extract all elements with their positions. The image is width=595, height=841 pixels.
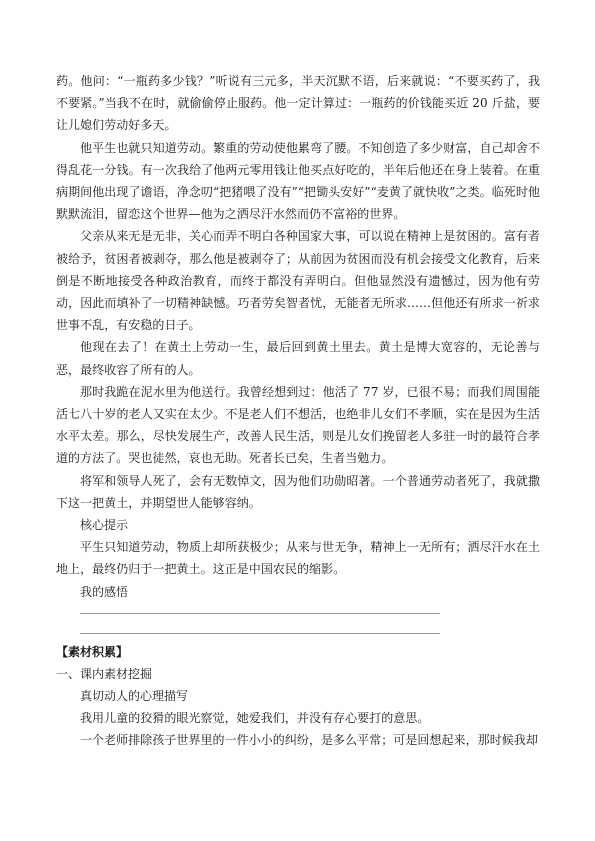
item-paragraph-2: 一个老师排除孩子世界里的一件小小的纠纷，是多么平常；可是回想起来，那时候我却 bbox=[80, 733, 538, 748]
item-paragraph-1: 我用儿童的狡猾的眼光察觉，她爱我们，并没有存心要打的意思。 bbox=[80, 711, 430, 726]
feeling-label: 我的感悟 bbox=[80, 584, 129, 599]
body-paragraph-2: 他平生也就只知道劳动。繁重的劳动使他累弯了腰。不知创造了多少财富，自己却舍不得乱花一分钱。有一次我给了他两元零用钱让他买点好吃的，半年后他还在身上装着。在重病期间他出现了谵语，净念叨“把猪喂了没有”“把锄头安好”“麦黄了就快收”之类。临死时他默默流泪，留恋这个世界—他为之洒尽汗水然而仍不富裕的世界。 bbox=[56, 140, 540, 222]
body-paragraph-1: 药。他问：“一瓶药多少钱？”听说有三元多，半天沉默不语，后来就说：“不要买药了，我不要紧。”当我不在时，就偷偷停止服药。他一定计算过：一瓶药的价钱能买近 20 斤盐，要让儿媳们劳动好多天。 bbox=[56, 74, 540, 133]
core-tip-text: 平生只知道劳动，物质上却所获极少；从来与世无争，精神上一无所有；洒尽汗水在土地上，最终仍归于一把黄土。这正是中国农民的缩影。 bbox=[56, 540, 540, 577]
body-paragraph-6: 将军和领导人死了，会有无数悼文，因为他们功勋昭著。一个普通劳动者死了，我就撒下这一把黄土，并期望世人能够容纳。 bbox=[56, 473, 540, 510]
section-title: 【素材积累】 bbox=[56, 644, 129, 659]
body-paragraph-3: 父亲从来无是无非，关心而弄不明白各种国家大事，可以说在精神上是贫困的。富有者被给予，贫困者被剥夺，那么他是被剥夺了；从前因为贫困而没有机会接受文化教育，后来倒是不断地接受各种政治教育，而终于都没有弄明白。但他显然没有遗憾过，因为他有劳动，因此而填补了一切精神缺憾。巧者劳矣智者忧，无能者无所求……但他还有所求一祈求世事不乱，有安稳的日子。 bbox=[56, 229, 540, 333]
item-title: 真切动人的心理描写 bbox=[80, 689, 189, 704]
core-tip-label: 核心提示 bbox=[80, 518, 129, 533]
subsection-title: 一、课内素材挖掘 bbox=[56, 666, 153, 681]
answer-line-2 bbox=[80, 633, 440, 634]
body-paragraph-4: 他现在去了！在黄土上劳动一生，最后回到黄土里去。黄土是博大宽容的，无论善与恶，最终收容了所有的人。 bbox=[56, 340, 540, 377]
answer-line-1 bbox=[80, 613, 440, 614]
body-paragraph-5: 那时我跪在泥水里为他送行。我曾经想到过：他活了 77 岁，已很不易；而我们周围能活七八十岁的老人又实在太少。不是老人们不想活，也绝非儿女们不孝顺，实在是因为生活水平太差。那么，尽快发展生产，改善人民生活，则是儿女们挽留老人多驻一时的最符合孝道的方法了。哭也徒然，哀也无助。死者长已矣，生者当勉力。 bbox=[56, 384, 540, 466]
document-page bbox=[56, 70, 540, 752]
